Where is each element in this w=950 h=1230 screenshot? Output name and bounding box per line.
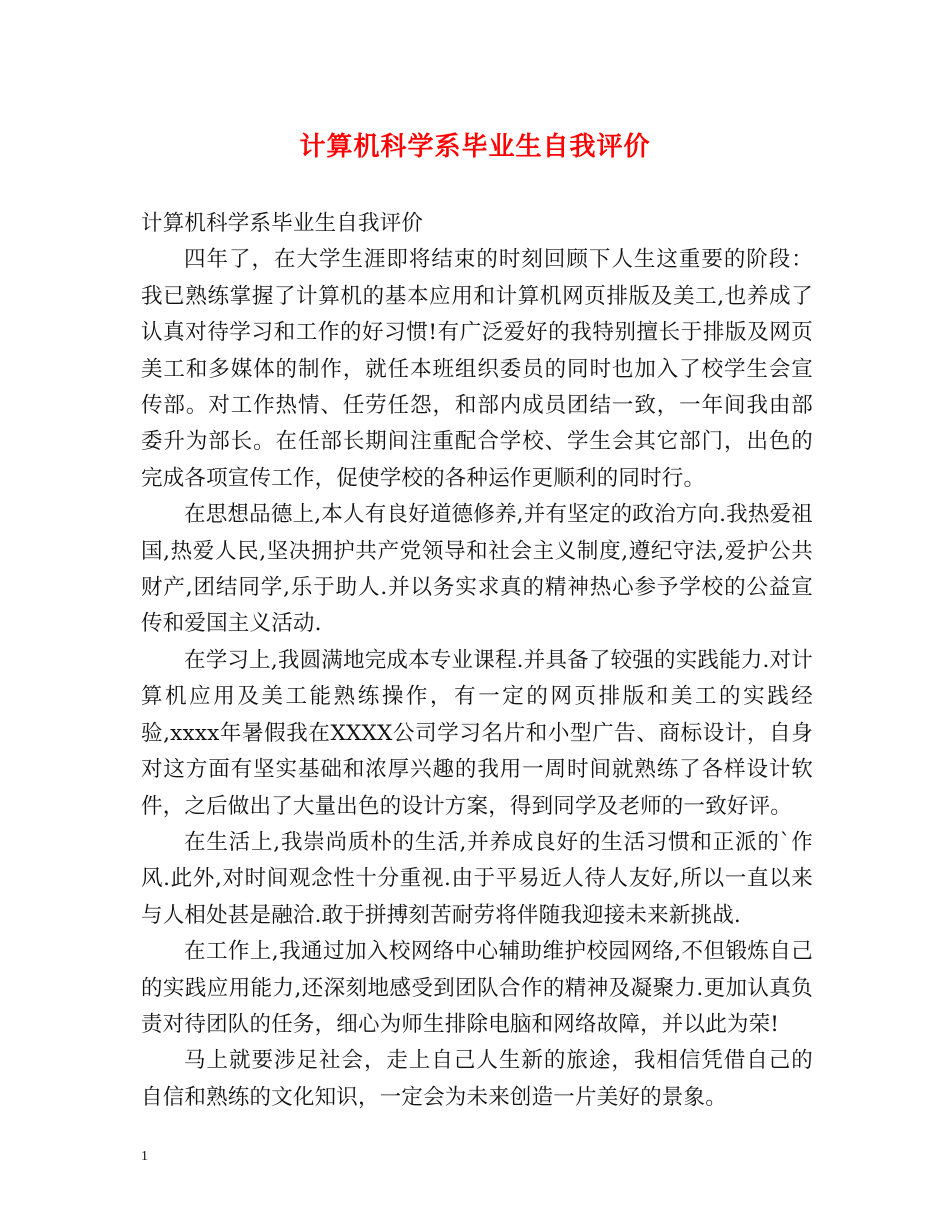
paragraph-conclusion: 马上就要涉足社会，走上自己人生新的旅途，我相信凭借自己的自信和熟练的文化知识，一定会为未来创造一片美好的景象。: [141, 1048, 813, 1110]
paragraph-study: 在学习上,我圆满地完成本专业课程.并具备了较强的实践能力.对计算机应用及美工能熟练操作，有一定的网页排版和美工的实践经验,xxxx年暑假我在XXXX公司学习名片和小型广告、商标设计，自身对这方面有坚实基础和浓厚兴趣的我用一周时间就熟练了各样设计软件，之后做出了大量出色的设计方案，得到同学及老师的一致好评。: [141, 647, 813, 819]
document-body: [141, 206, 813, 1116]
paragraph-moral-character: 在思想品德上,本人有良好道德修养,并有坚定的政治方向.我热爱祖国,热爱人民,坚决拥护共产党领导和社会主义制度,遵纪守法,爱护公共财产,团结同学,乐于助人.并以务实求真的精神热心参予学校的公益宣传和爱国主义活动.: [141, 502, 813, 637]
paragraph-work: 在工作上,我通过加入校网络中心辅助维护校园网络,不但锻炼自己的实践应用能力,还深刻地感受到团队合作的精神及凝聚力.更加认真负责对待团队的任务，细心为师生排除电脑和网络故障，并以此为荣!: [141, 939, 813, 1037]
page-number: 1: [141, 1149, 148, 1164]
paragraph-intro: 四年了，在大学生涯即将结束的时刻回顾下人生这重要的阶段：我已熟练掌握了计算机的基本应用和计算机网页排版及美工,也养成了认真对待学习和工作的好习惯!有广泛爱好的我特别擅长于排版及网页美工和多媒体的制作，就任本班组织委员的同时也加入了校学生会宣传部。对工作热情、任劳任怨，和部内成员团结一致，一年间我由部委升为部长。在任部长期间注重配合学校、学生会其它部门，出色的完成各项宣传工作，促使学校的各种运作更顺利的同时行。: [141, 247, 813, 491]
document-title: 计算机科学系毕业生自我评价: [299, 132, 651, 162]
document-subtitle: 计算机科学系毕业生自我评价: [141, 211, 424, 236]
paragraph-life: 在生活上,我崇尚质朴的生活,并养成良好的生活习惯和正派的`作风.此外,对时间观念性十分重视.由于平易近人待人友好,所以一直以来与人相处甚是融洽.敢于拼搏刻苦耐劳将伴随我迎接未来新挑战.: [141, 829, 813, 928]
